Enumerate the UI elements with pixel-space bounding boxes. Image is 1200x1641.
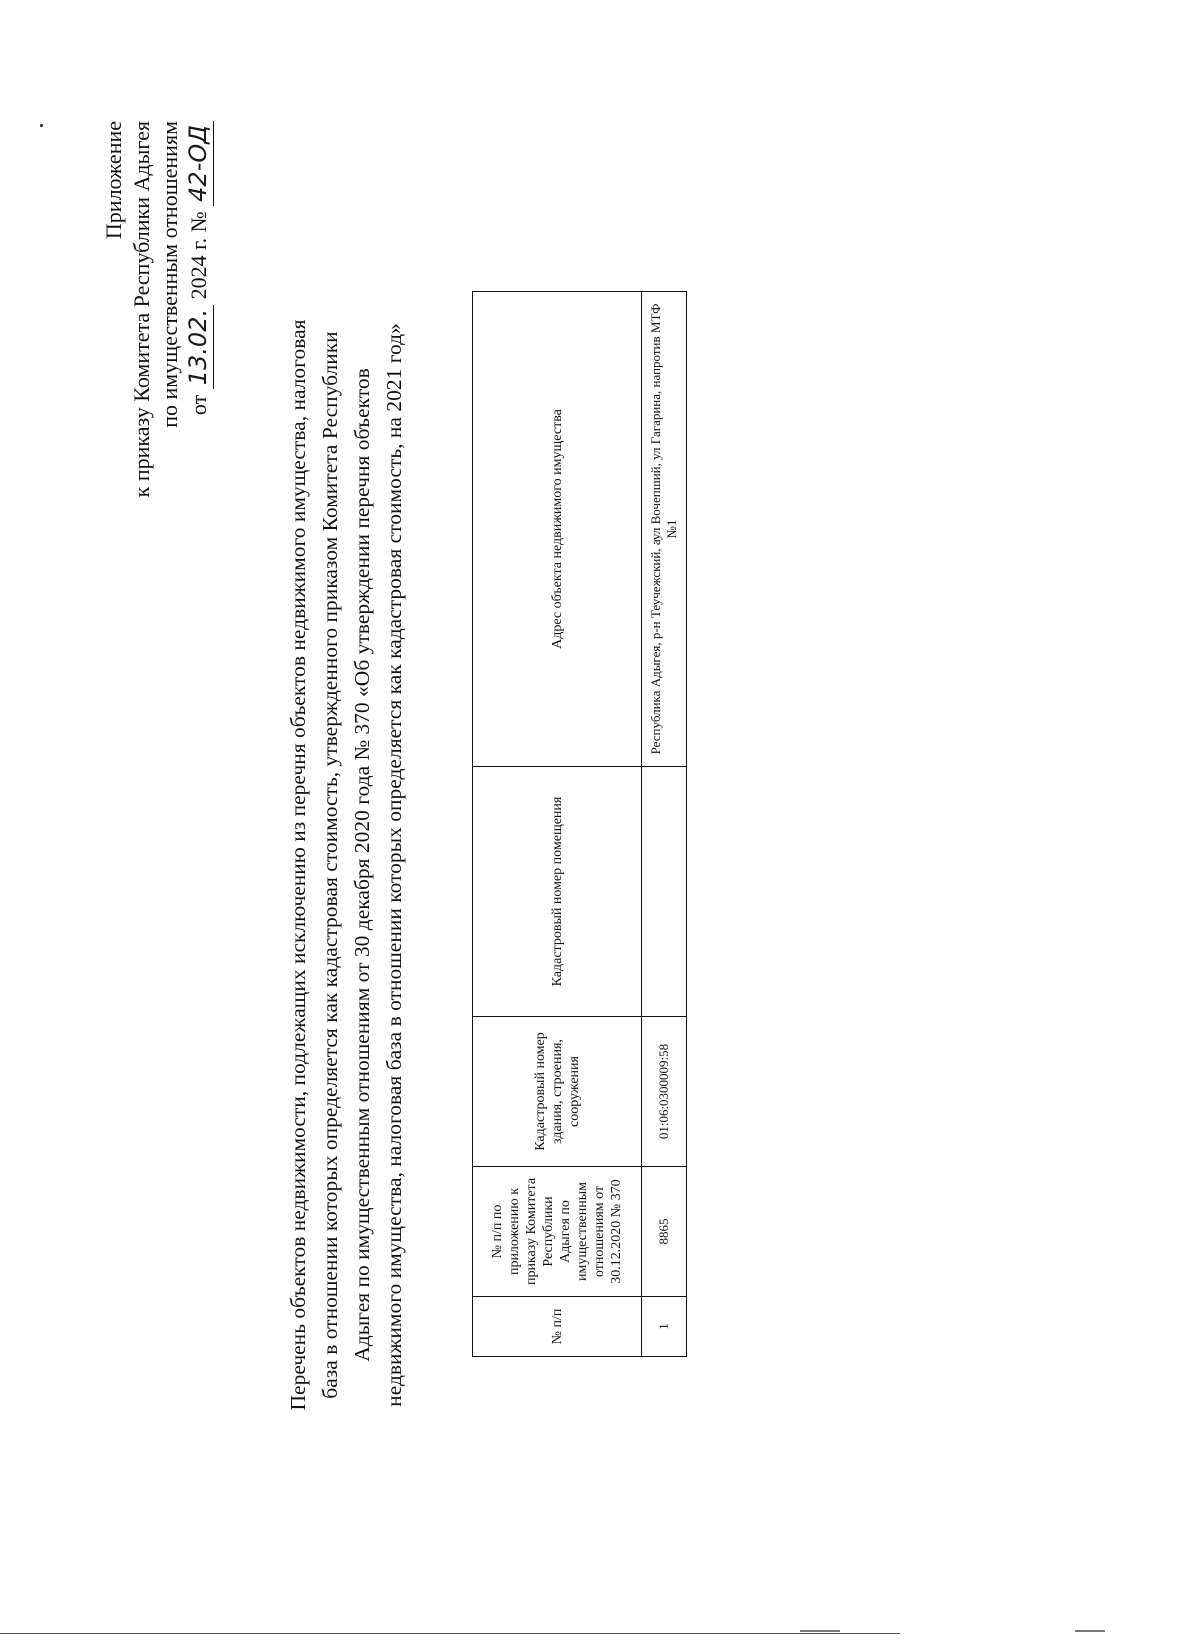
appendix-from-word: от bbox=[186, 394, 211, 416]
appendix-heading: Приложение bbox=[101, 121, 126, 240]
handwritten-date: 13.02. bbox=[184, 308, 212, 386]
cell-premises-cadastral bbox=[642, 767, 687, 1017]
header-address: Адрес объекта недвижимого имущества bbox=[473, 292, 642, 767]
header-building-cadastral: Кадастровый номер здания, строения, сооружения bbox=[473, 1017, 642, 1167]
appendix-committee-line: по имущественным отношениям bbox=[157, 121, 182, 428]
header-row-number: № п/п bbox=[473, 1297, 642, 1357]
cell-building-cadastral: 01:06:0300009:58 bbox=[642, 1017, 687, 1167]
objects-table bbox=[472, 291, 687, 1357]
cell-row-number: 1 bbox=[642, 1297, 687, 1357]
document-title: Перечень объектов недвижимости, подлежащих исключению из перечня объектов недвижимого имущества, налоговая база в отношении которых определяется как кадастровая стоимость, утвержденного приказом Комитета Республики Адыгея по имущественным отношениям от 30 декабря 2020 года № 370 «Об утверждении перечня объектов недвижимого имущества, налоговая база в отношении которых определяется как кадастровая стоимость, на 2021 год» bbox=[286, 319, 406, 1411]
cell-appendix-number: 8865 bbox=[642, 1167, 687, 1297]
table-header-row bbox=[473, 292, 642, 1357]
handwritten-number: 42-ОД bbox=[184, 125, 212, 202]
appendix-block bbox=[100, 121, 214, 641]
table-row bbox=[642, 292, 687, 1357]
header-premises-cadastral: Кадастровый номер помещения bbox=[473, 767, 642, 1017]
header-appendix-number: № п/п по приложению к приказу Комитета Республики Адыгея по имущественным отношениям от 30.12.2020 № 370 bbox=[473, 1167, 642, 1297]
appendix-year-text: 2024 г. № bbox=[186, 211, 211, 300]
appendix-date-blank bbox=[184, 305, 214, 389]
appendix-number-blank bbox=[184, 121, 214, 206]
appendix-order-line: к приказу Комитета Республики Адыгея bbox=[129, 121, 154, 498]
appendix-date-line bbox=[184, 121, 214, 641]
cell-address: Республика Адыгея, р-н Теучежский, аул Вочепший, ул Гагарина, напротив МТФ №1 bbox=[642, 292, 687, 767]
